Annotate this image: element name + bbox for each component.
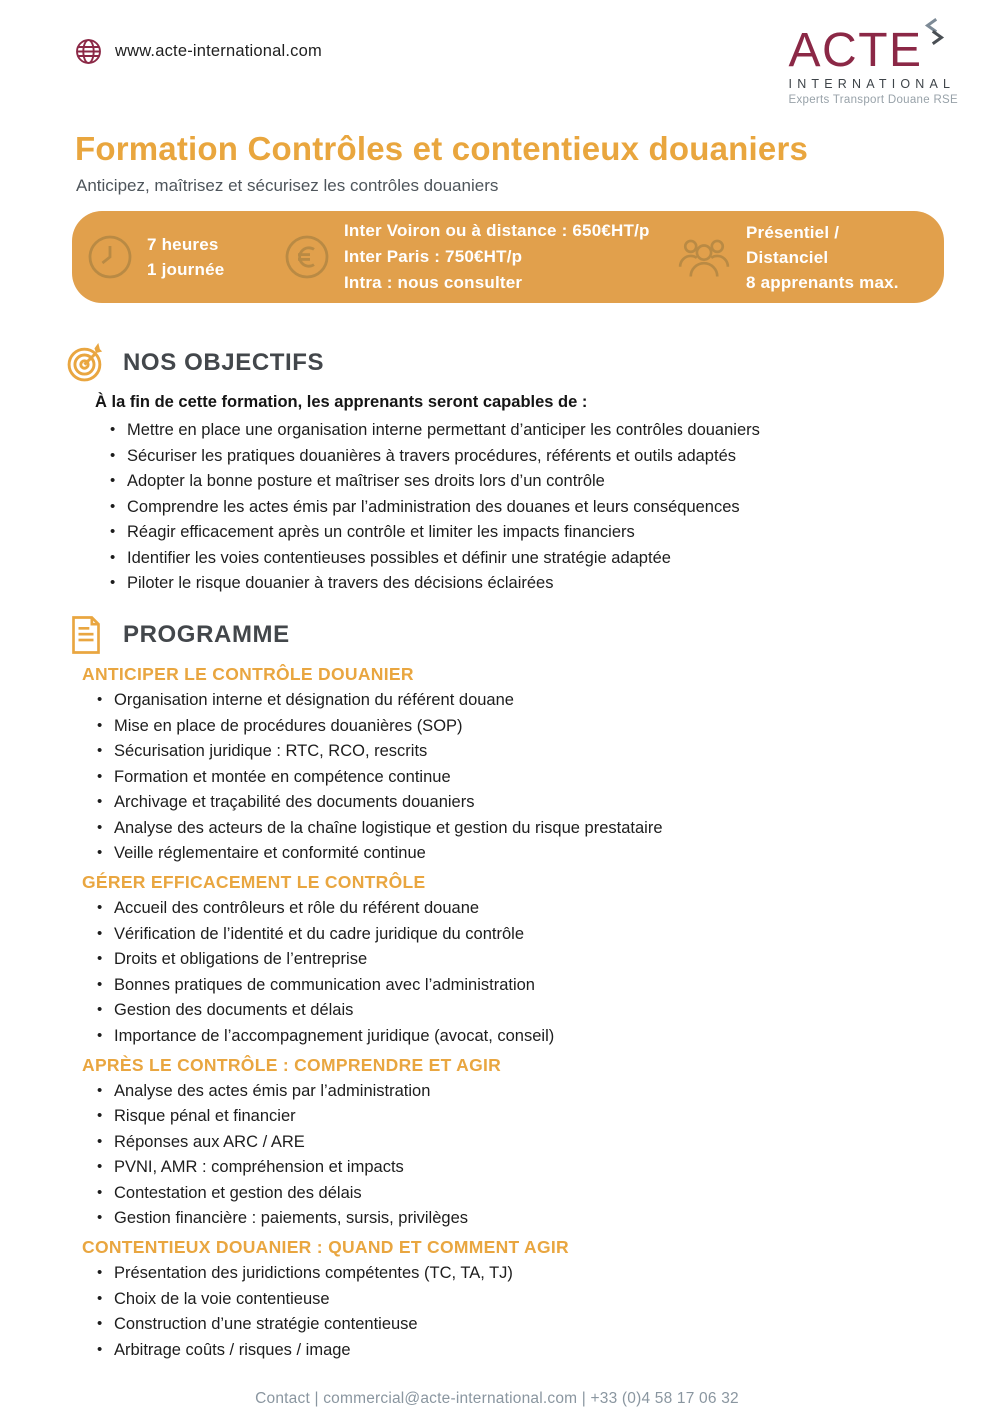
programme-item-text: Bonnes pratiques de communication avec l’administration — [114, 975, 535, 994]
programme-item — [95, 1026, 994, 1046]
website-link[interactable] — [75, 36, 322, 66]
programme-item — [95, 1106, 994, 1126]
objectives-intro: À la fin de cette formation, les apprenants seront capables de : — [95, 393, 588, 411]
duration-info — [86, 232, 283, 282]
programme-item — [95, 1208, 994, 1228]
euro-icon — [283, 233, 331, 281]
programme-subsection — [0, 872, 994, 1046]
programme-item — [95, 818, 994, 838]
objective-item — [108, 497, 994, 517]
programme-item — [95, 975, 994, 995]
price-inter-paris: Inter Paris : 750€HT/p — [344, 247, 523, 266]
format-modes: Présentiel / Distanciel — [746, 222, 840, 267]
programme-section — [0, 615, 994, 1360]
info-banner — [72, 211, 944, 303]
programme-item-text: Mise en place de procédures douanières (SOP) — [114, 716, 463, 735]
document-icon — [66, 615, 106, 655]
objective-item — [108, 522, 994, 542]
logo-wordmark: ACTE — [788, 24, 923, 77]
format-capacity: 8 apprenants max. — [746, 272, 899, 292]
programme-subsection — [0, 1055, 994, 1229]
programme-item-list — [95, 898, 994, 1046]
objective-text: Réagir efficacement après un contrôle et limiter les impacts financiers — [127, 523, 635, 541]
programme-item-text: Risque pénal et financier — [114, 1107, 296, 1125]
objective-text: Identifier les voies contentieuses possibles et définir une stratégie adaptée — [127, 548, 671, 567]
footer-contact[interactable]: Contact | commercial@acte-international.com | +33 (0)4 58 17 06 32 — [255, 1390, 739, 1407]
objective-text: Adopter la bonne posture et maîtriser ses droits lors d’un contrôle — [127, 472, 605, 490]
programme-item-text: Accueil des contrôleurs et rôle du référent douane — [114, 899, 480, 917]
programme-item — [95, 1132, 994, 1152]
programme-item-text: Construction d’une stratégie contentieuse — [114, 1315, 418, 1333]
page-subtitle: Anticipez, maîtrisez et sécurisez les contrôles douaniers — [76, 176, 499, 195]
programme-item — [95, 741, 994, 761]
programme-item — [95, 1081, 994, 1101]
globe-icon — [75, 38, 102, 65]
programme-item-text: Gestion financière : paiements, sursis, privilèges — [114, 1209, 468, 1227]
target-icon — [66, 343, 106, 383]
programme-subsection — [0, 664, 994, 863]
programme-item-text: Importance de l’accompagnement juridique (avocat, conseil) — [114, 1026, 555, 1045]
website-url: www.acte-international.com — [115, 41, 322, 60]
programme-item — [95, 1263, 994, 1283]
programme-item — [95, 924, 994, 944]
programme-item-text: Droits et obligations de l’entreprise — [114, 950, 368, 968]
programme-item — [95, 1000, 994, 1020]
programme-item — [95, 1183, 994, 1203]
objective-text: Sécuriser les pratiques douanières à travers procédures, référents et outils adaptés — [127, 446, 736, 465]
duration-hours: 7 heures — [147, 235, 219, 254]
programme-subsection-title: GÉRER EFFICACEMENT LE CONTRÔLE — [82, 872, 426, 892]
logo-subtitle: INTERNATIONAL — [788, 77, 956, 91]
programme-item-text: Gestion des documents et délais — [114, 1001, 354, 1019]
programme-item-text: Arbitrage coûts / risques / image — [114, 1340, 351, 1359]
people-icon — [675, 234, 733, 280]
programme-subsection — [0, 1237, 994, 1360]
logo-chevrons — [924, 18, 945, 45]
programme-item-text: Analyse des acteurs de la chaîne logistique et gestion du risque prestataire — [114, 818, 663, 837]
duration-days: 1 journée — [147, 260, 225, 279]
programme-item-list — [95, 1263, 994, 1360]
header — [0, 0, 994, 118]
programme-item — [95, 843, 994, 863]
programme-item — [95, 1157, 994, 1177]
objective-text: Comprendre les actes émis par l’administration des douanes et leurs conséquences — [127, 497, 740, 516]
programme-item — [95, 1314, 994, 1334]
programme-item-text: Veille réglementaire et conformité continue — [114, 844, 426, 862]
programme-item-text: Choix de la voie contentieuse — [114, 1289, 330, 1308]
programme-item — [95, 898, 994, 918]
programme-subsection-title: APRÈS LE CONTRÔLE : COMPRENDRE ET AGIR — [82, 1054, 502, 1075]
programme-item-text: Sécurisation juridique : RTC, RCO, rescrits — [114, 742, 428, 760]
page-title: Formation Contrôles et contentieux douaniers — [75, 130, 809, 167]
objectives-section — [0, 343, 994, 593]
programme-item-list — [95, 1081, 994, 1229]
programme-subsection-title: CONTENTIEUX DOUANIER : QUAND ET COMMENT AGIR — [82, 1237, 569, 1257]
objective-item — [108, 573, 994, 593]
programme-item-text: PVNI, AMR : compréhension et impacts — [114, 1158, 404, 1176]
programme-item — [95, 792, 994, 812]
programme-item-text: Archivage et traçabilité des documents douaniers — [114, 793, 475, 811]
programme-item-text: Analyse des actes émis par l’administration — [114, 1081, 431, 1100]
objective-text: Mettre en place une organisation interne permettant d’anticiper les contrôles douaniers — [127, 421, 760, 439]
clock-icon — [86, 233, 134, 281]
programme-item-text: Contestation et gestion des délais — [114, 1183, 362, 1202]
programme-item — [95, 949, 994, 969]
programme-heading: PROGRAMME — [123, 621, 290, 648]
pricing-info — [283, 218, 675, 296]
programme-sections — [0, 664, 994, 1360]
objective-text: Piloter le risque douanier à travers des décisions éclairées — [127, 574, 554, 592]
programme-item — [95, 716, 994, 736]
price-intra: Intra : nous consulter — [344, 273, 523, 292]
objectives-heading: NOS OBJECTIFS — [123, 349, 325, 376]
objectives-list — [108, 420, 994, 593]
programme-item-list — [95, 690, 994, 863]
programme-item — [95, 767, 994, 787]
programme-item-text: Organisation interne et désignation du référent douane — [114, 691, 514, 709]
objective-item — [108, 420, 994, 440]
programme-item-text: Vérification de l’identité et du cadre juridique du contrôle — [114, 924, 525, 943]
format-info — [675, 220, 924, 295]
programme-item — [95, 690, 994, 710]
programme-subsection-title: ANTICIPER LE CONTRÔLE DOUANIER — [82, 664, 414, 684]
programme-item-text: Présentation des juridictions compétentes (TC, TA, TJ) — [114, 1264, 513, 1282]
logo — [788, 24, 958, 118]
objective-item — [108, 548, 994, 568]
programme-item — [95, 1340, 994, 1360]
programme-item — [95, 1289, 994, 1309]
price-inter-voiron: Inter Voiron ou à distance : 650€HT/p — [344, 221, 650, 240]
programme-item-text: Réponses aux ARC / ARE — [114, 1132, 305, 1151]
objective-item — [108, 471, 994, 491]
programme-item-text: Formation et montée en compétence continue — [114, 767, 451, 786]
chevron-right-icon — [928, 30, 945, 45]
logo-tagline: Experts Transport Douane RSE — [788, 94, 958, 106]
objective-item — [108, 446, 994, 466]
